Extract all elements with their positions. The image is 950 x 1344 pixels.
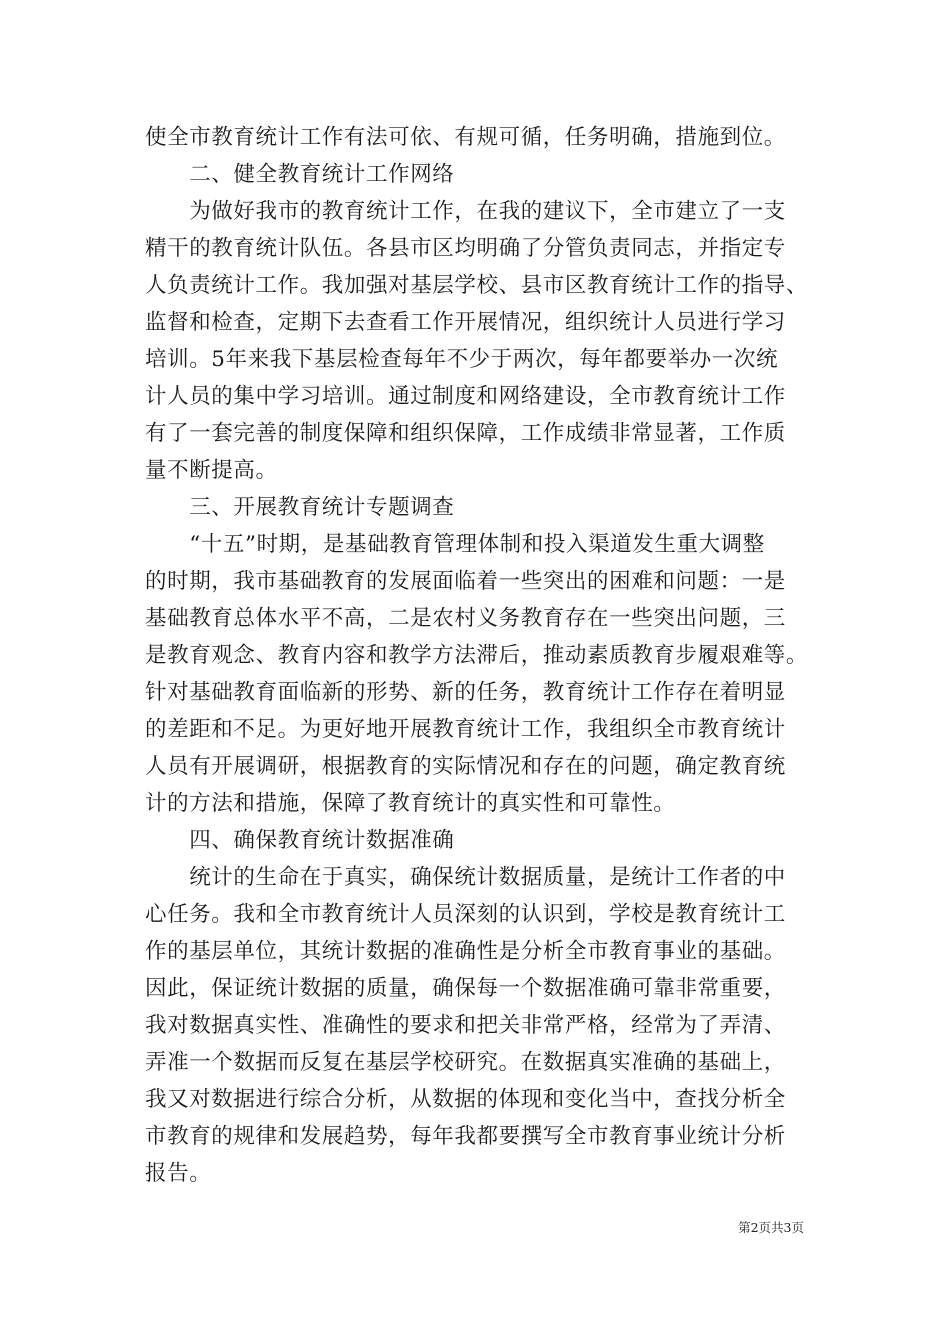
text-line: 弄准一个数据而反复在基层学校研究。在数据真实准确的基础上， [145,1050,786,1075]
text-line: 是教育观念、教育内容和教学方法滞后，推动素质教育步履艰难等。 [145,643,809,668]
text-line: 报告。 [145,1161,212,1186]
text-line: 我又对数据进行综合分析，从数据的体现和变化当中，查找分析全 [145,1087,786,1112]
text-line: 量不断提高。 [145,458,278,483]
section-heading: 三、开展教育统计专题调查 [145,495,455,520]
text-line: 计人员的集中学习培训。通过制度和网络建设，全市教育统计工作 [145,384,786,409]
text-line: 有了一套完善的制度保障和组织保障，工作成绩非常显著，工作质 [145,421,786,446]
text-line: 基础教育总体水平不高，二是农村义务教育存在一些突出问题，三 [145,606,786,631]
page-number: 第2页共3页 [738,1220,804,1235]
text-line: 统计的生命在于真实，确保统计数据质量，是统计工作者的中 [145,865,786,890]
text-line: 人员有开展调研，根据教育的实际情况和存在的问题，确定教育统 [145,754,786,779]
text-line: 监督和检查，定期下去查看工作开展情况，组织统计人员进行学习 [145,310,786,335]
text-line: 因此，保证统计数据的质量，确保每一个数据准确可靠非常重要， [145,976,786,1001]
text-line: 为做好我市的教育统计工作，在我的建议下，全市建立了一支 [145,199,786,224]
text-line: 的差距和不足。为更好地开展教育统计工作，我组织全市教育统计 [145,717,786,742]
text-line: 的时期，我市基础教育的发展面临着一些突出的困难和问题：一是 [145,569,786,594]
text-line: 针对基础教育面临新的形势、新的任务，教育统计工作存在着明显 [145,680,786,705]
text-line: 心任务。我和全市教育统计人员深刻的认识到，学校是教育统计工 [145,902,786,927]
text-line: 培训。5年来我下基层检查每年不少于两次，每年都要举办一次统 [145,347,779,372]
text-line: 作的基层单位，其统计数据的准确性是分析全市教育事业的基础。 [145,939,786,964]
text-line: 市教育的规律和发展趋势，每年我都要撰写全市教育事业统计分析 [145,1124,786,1149]
section-heading: 四、确保教育统计数据准确 [145,828,455,853]
text-line: 我对数据真实性、准确性的要求和把关非常严格，经常为了弄清、 [145,1013,786,1038]
text-line: 人负责统计工作。我加强对基层学校、县市区教育统计工作的指导、 [145,273,809,298]
text-line: “十五”时期，是基础教育管理体制和投入渠道发生重大调整 [145,532,765,557]
text-line: 使全市教育统计工作有法可依、有规可循，任务明确，措施到位。 [145,125,786,150]
text-line: 计的方法和措施，保障了教育统计的真实性和可靠性。 [145,791,676,816]
text-line: 精干的教育统计队伍。各县市区均明确了分管负责同志，并指定专 [145,236,786,261]
section-heading: 二、健全教育统计工作网络 [145,162,455,187]
